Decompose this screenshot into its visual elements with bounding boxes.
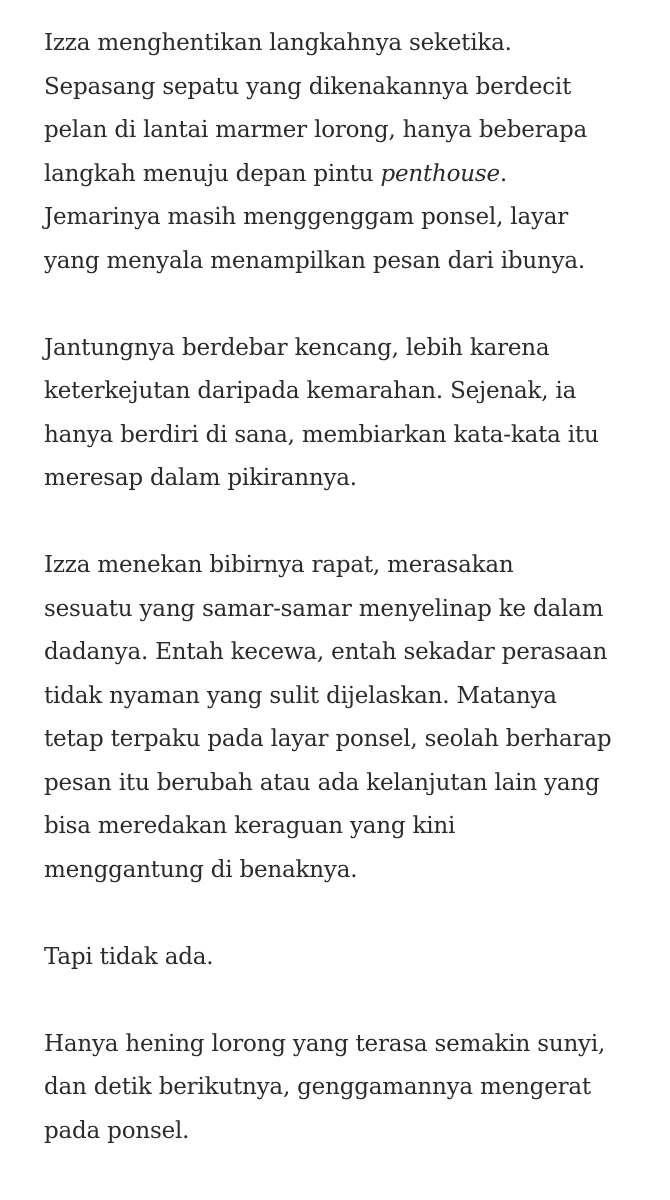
text-line: Izza menghentikan langkahnya seketika.: [44, 30, 512, 56]
text-line: pelan di lantai marmer lorong, hanya beberapa: [44, 117, 588, 143]
text-line: Sepasang sepatu yang dikenakannya berdecit: [44, 73, 572, 100]
text-line: Hanya hening lorong yang terasa semakin sunyi,: [44, 1030, 606, 1057]
paragraph-2: [44, 327, 644, 501]
text-segment: langkah menuju depan pintu: [44, 160, 381, 187]
text-line: [44, 153, 644, 197]
text-line: tetap terpaku pada layar ponsel, seolah berharap: [44, 726, 612, 752]
text-line: dadanya. Entah kecewa, entah sekadar perasaan: [44, 639, 608, 665]
text-line: sesuatu yang samar-samar menyelinap ke dalam: [44, 595, 604, 622]
text-line: Izza menekan bibirnya rapat, merasakan: [44, 552, 514, 578]
italic-word: penthouse: [380, 160, 500, 187]
text-line: Jantungnya berdebar kencang, lebih karena: [44, 334, 550, 361]
text-line: keterkejutan daripada kemarahan. Sejenak, ia: [44, 378, 577, 404]
text-line: Tapi tidak ada.: [44, 943, 214, 970]
paragraph-4: [44, 936, 644, 980]
paragraph-3: [44, 544, 644, 892]
text-line: Jemarinya masih menggenggam ponsel, layar: [44, 204, 569, 230]
story-text: [44, 22, 644, 1153]
text-line: tidak nyaman yang sulit dijelaskan. Matanya: [44, 682, 557, 709]
paragraph-5: [44, 1023, 644, 1154]
text-line: hanya berdiri di sana, membiarkan kata-kata itu: [44, 421, 599, 448]
text-line: pesan itu berubah atau ada kelanjutan lain yang: [44, 769, 600, 796]
text-line: meresap dalam pikirannya.: [44, 465, 357, 491]
text-line: pada ponsel.: [44, 1117, 190, 1144]
text-line: yang menyala menampilkan pesan dari ibunya.: [44, 247, 586, 274]
text-line: menggantung di benaknya.: [44, 856, 358, 883]
text-line: bisa meredakan keraguan yang kini: [44, 813, 456, 839]
text-segment: .: [499, 160, 508, 187]
text-line: dan detik berikutnya, genggamannya mengerat: [44, 1074, 591, 1100]
paragraph-1: [44, 22, 644, 283]
